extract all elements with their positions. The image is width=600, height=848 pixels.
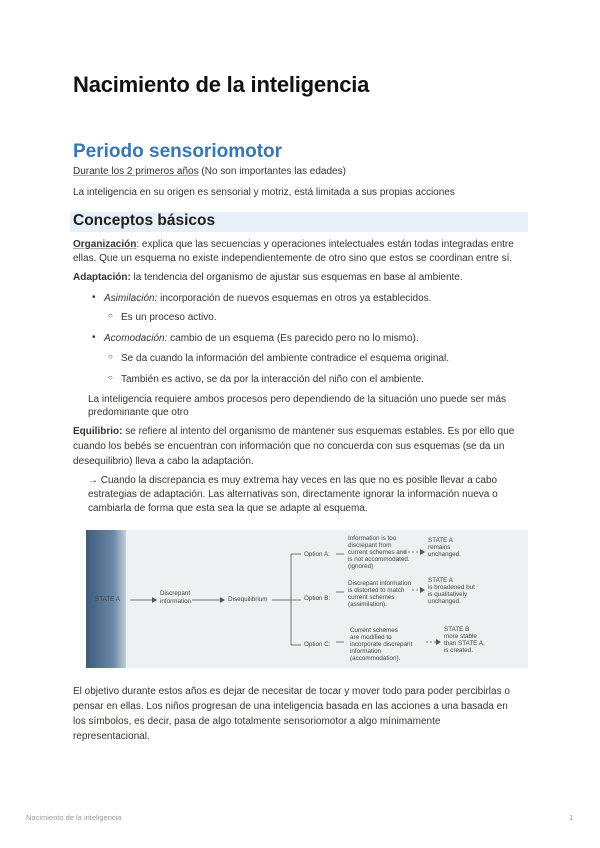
diagram-result-a-3: unchanged. xyxy=(428,551,461,558)
disequilibrium-diagram xyxy=(86,530,528,668)
diagram-text-a-3: current schemes and xyxy=(348,549,407,556)
page-title: Nacimiento de la inteligencia xyxy=(73,72,370,97)
diagram-state-a: STATE A xyxy=(95,596,120,603)
diagram-text-b-2: is distorted to match xyxy=(348,587,405,594)
asimilacion-line xyxy=(104,292,564,306)
adaptacion-term: Adaptación: xyxy=(73,272,131,283)
diagram-result-c-4: is created. xyxy=(444,647,474,654)
equilibrio-line-2: cuando los bebés se encuentran con información que no concuerda con sus esquemas (se da un xyxy=(73,441,505,452)
ambos-line-1: La inteligencia requiere ambos procesos pero dependiendo de la situación uno puede ser más xyxy=(88,394,507,405)
diagram-option-a: Option A: xyxy=(304,551,330,558)
diagram-result-a-1: STATE A xyxy=(428,537,453,544)
bullet-circle: ○ xyxy=(108,311,113,320)
asimilacion-text: incorporación de nuevos esquemas en otros ya establecidos. xyxy=(157,293,432,304)
diagram-result-b-1: STATE A xyxy=(428,577,453,584)
equilibrio-term: Equilibrio: xyxy=(73,426,123,437)
organizacion-text: : explica que las secuencias y operaciones intelectuales están todas integradas entre xyxy=(136,239,514,250)
diagram-result-c-2: more stable xyxy=(444,633,477,640)
intro-line-1 xyxy=(73,165,533,179)
diagram-text-a-2: discrepant from xyxy=(348,542,392,549)
footer-page-number: 1 xyxy=(569,813,574,822)
diagram-text-c-2: are modified to xyxy=(350,634,392,641)
diagram-disequilibrium: Disequilibrium xyxy=(228,596,268,603)
acomodacion-sub-2: También es activo, se da por la interacción del niño con el ambiente. xyxy=(121,374,424,385)
diagram-result-b-3: is qualitatively xyxy=(428,591,468,598)
diagram-option-c: Option C: xyxy=(304,641,331,648)
bullet-disc: • xyxy=(92,332,96,343)
objetivo-line-1: El objetivo durante estos años es dejar de necesitar de tocar y mover todo para poder percibirlas o xyxy=(73,686,510,697)
objetivo-line-4: representacional. xyxy=(73,731,150,742)
diagram-result-a-2: remains xyxy=(428,544,451,551)
diagram-text-a-5: (ignored) xyxy=(348,563,374,570)
diagram-text-a-1: Information is too xyxy=(348,535,397,542)
equilibrio-text: se refiere al intento del organismo de mantener sus esquemas estables. Es por ello que xyxy=(122,426,515,437)
adaptacion-text: la tendencia del organismo de ajustar sus esquemas en base al ambiente. xyxy=(130,272,463,283)
acomodacion-line xyxy=(104,332,564,346)
diagram-text-c-1: Current schemes xyxy=(350,627,398,634)
diagram-text-c-3: incorporate discrepant xyxy=(350,641,413,648)
discrepancia-line-1: → Cuando la discrepancia es muy extrema hay veces en las que no es posible llevar a cabo xyxy=(88,475,498,486)
footer-title: Nacimiento de la inteligencia xyxy=(26,813,122,822)
equilibrio-line-3: desequilibrio) lleva a cabo la adaptación. xyxy=(73,456,254,467)
diagram-text-c-4: information xyxy=(350,648,382,655)
diagram-text-a-4: is not accommodated. xyxy=(348,556,410,563)
asimilacion-sub-1: Es un proceso activo. xyxy=(121,312,217,323)
organizacion-term: Organización xyxy=(73,239,137,250)
intro-underlined: Durante los 2 primeros años xyxy=(73,166,199,177)
acomodacion-sub-1: Se da cuando la información del ambiente contradice el esquema original. xyxy=(121,353,449,364)
discrepancia-line-3: cambiarla de forma que esta sea la que se adapte al esquema. xyxy=(88,503,368,514)
diagram-result-c-1: STATE B xyxy=(444,626,470,633)
bullet-circle: ○ xyxy=(108,352,113,361)
intro-rest: (No son importantes las edades) xyxy=(198,166,346,177)
diagram-discrepant-1: Discrepant xyxy=(160,590,191,597)
diagram-discrepant-2: information xyxy=(160,598,192,605)
discrepancia-line-2: estrategias de adaptación. Las alternativas son, directamente ignorar la información nueva o xyxy=(88,489,498,500)
diagram-text-c-5: (accommodation). xyxy=(350,655,401,662)
adaptacion-line xyxy=(73,271,533,285)
diagram-result-b-2: is broadened but xyxy=(428,584,475,591)
objetivo-line-3: los símbolos, es decir, pasa de algo totalmente sensoriomotor a algo mínimamente xyxy=(73,716,441,727)
section-heading: Periodo sensoriomotor xyxy=(73,141,283,162)
intro-line-2: La inteligencia en su origen es sensorial y motriz, está limitada a sus propias acciones xyxy=(73,187,455,198)
acomodacion-term: Acomodación: xyxy=(104,333,168,344)
bullet-circle: ○ xyxy=(108,373,113,382)
diagram-text-b-4: (assimilation). xyxy=(348,601,387,608)
equilibrio-line-1 xyxy=(73,425,533,439)
acomodacion-text: cambio de un esquema (Es parecido pero no lo mismo). xyxy=(167,333,419,344)
diagram-text-b-1: Discrepant information xyxy=(348,580,411,587)
subsection-heading: Conceptos básicos xyxy=(73,212,216,229)
diagram-result-b-4: unchanged. xyxy=(428,598,461,605)
asimilacion-term: Asimilación: xyxy=(104,293,158,304)
organizacion-line-1 xyxy=(73,238,533,252)
organizacion-line-2: ellas. Que un esquema no existe independientemente de otro sino que estos se coordinan entre sí. xyxy=(73,253,513,264)
diagram-text-b-3: current schemes xyxy=(348,594,395,601)
bullet-disc: • xyxy=(92,292,96,303)
ambos-line-2: predominante que otro xyxy=(88,407,189,418)
diagram-result-c-3: than STATE A, xyxy=(444,640,485,647)
diagram-option-b: Option B: xyxy=(304,595,331,602)
objetivo-line-2: pensar en ellas. Los niños progresan de una inteligencia basada en las acciones a una basada en xyxy=(73,701,508,712)
